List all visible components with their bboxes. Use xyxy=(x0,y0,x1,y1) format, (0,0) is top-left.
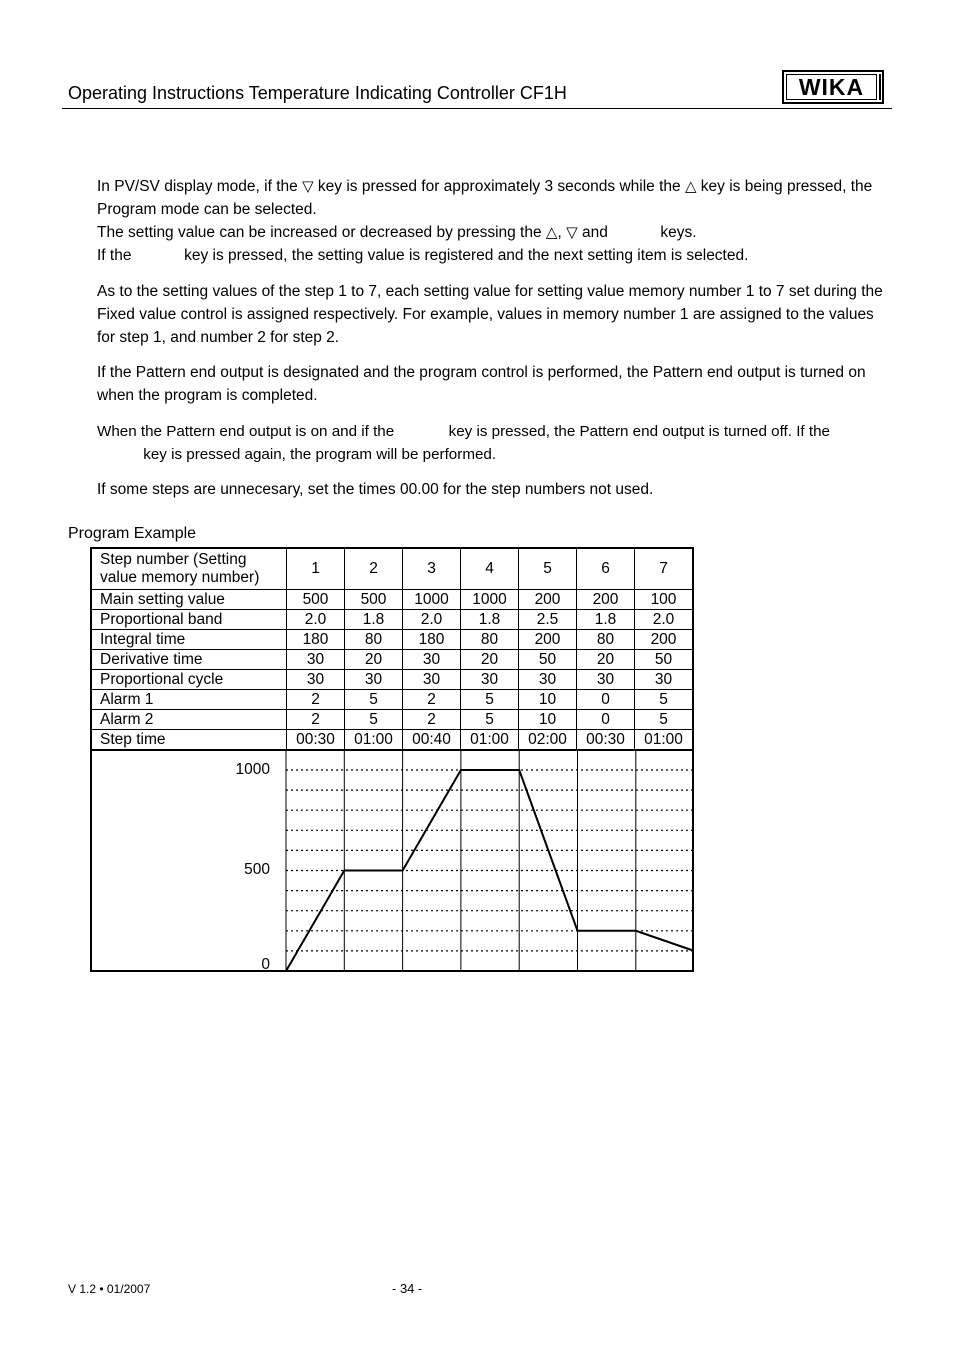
value-cell: 1.8 xyxy=(345,610,403,630)
program-example-label: Program Example xyxy=(68,525,197,542)
value-cell: 1000 xyxy=(461,590,519,610)
value-cell: 5 xyxy=(635,710,694,730)
table-row xyxy=(91,650,693,670)
program-chart-svg xyxy=(90,751,694,972)
value-cell: 20 xyxy=(345,650,403,670)
footer-page-number: - 34 - xyxy=(392,1281,423,1296)
program-chart xyxy=(90,751,694,972)
paragraph-step-values: As to the setting values of the step 1 to 7, each setting value for setting value memory number 1 to 7 set during the Fixed value control is assigned respectively. For example, values in memory number 1 are assigned to the values for step 1, and number 2 for step 2. xyxy=(97,283,883,346)
row-label-cell: Proportional band xyxy=(91,610,287,630)
table-row xyxy=(91,610,693,630)
header-label-cell xyxy=(91,548,287,590)
table-row xyxy=(91,730,693,751)
value-cell: 30 xyxy=(635,670,694,690)
value-cell: 5 xyxy=(461,710,519,730)
step-header-cell: 7 xyxy=(635,548,694,590)
row-label-cell: Alarm 2 xyxy=(91,710,287,730)
text: key is pressed, the setting value is registered and the next setting item is selected. xyxy=(179,247,749,264)
down-key-icon: ▽ xyxy=(302,177,314,195)
step-header-cell: 4 xyxy=(461,548,519,590)
value-cell: 5 xyxy=(345,710,403,730)
value-cell: 30 xyxy=(461,670,519,690)
table-header-row xyxy=(91,548,693,590)
value-cell: 2 xyxy=(287,690,345,710)
table-row xyxy=(91,630,693,650)
text: In PV/SV display mode, if the xyxy=(97,178,303,195)
table-row xyxy=(91,670,693,690)
value-cell: 30 xyxy=(287,650,345,670)
value-cell: 30 xyxy=(345,670,403,690)
value-cell: 2.0 xyxy=(287,610,345,630)
table-row xyxy=(91,710,693,730)
wika-logo xyxy=(782,70,884,104)
value-cell: 5 xyxy=(461,690,519,710)
program-example-table xyxy=(90,547,694,751)
value-cell: 50 xyxy=(635,650,694,670)
value-cell: 500 xyxy=(287,590,345,610)
paragraph-program-mode xyxy=(97,175,887,267)
step-header-cell: 5 xyxy=(519,548,577,590)
value-cell: 5 xyxy=(635,690,694,710)
footer-version: V 1.2 • 01/2007 xyxy=(68,1282,151,1296)
row-label-cell: Derivative time xyxy=(91,650,287,670)
step-header-cell: 1 xyxy=(287,548,345,590)
paragraph-pattern-end-off xyxy=(97,420,897,466)
value-cell: 80 xyxy=(461,630,519,650)
value-cell: 0 xyxy=(577,690,635,710)
value-cell: 80 xyxy=(345,630,403,650)
value-cell: 200 xyxy=(577,590,635,610)
value-cell: 180 xyxy=(403,630,461,650)
text: When the Pattern end output is on and if the xyxy=(97,423,399,440)
text: key is being pressed, the Program mode can be selected. xyxy=(97,178,873,218)
text: The setting value can be increased or decreased by pressing the xyxy=(97,224,546,241)
value-cell: 00:30 xyxy=(577,730,635,751)
y-tick-label: 500 xyxy=(244,861,270,878)
header-label-line: Step number (Setting xyxy=(100,551,247,568)
value-cell: 100 xyxy=(635,590,694,610)
page-header-title: Operating Instructions Temperature Indicating Controller CF1H xyxy=(68,83,567,103)
up-key-icon: △ xyxy=(684,177,697,195)
text: keys. xyxy=(656,224,697,241)
row-label-cell: Integral time xyxy=(91,630,287,650)
value-cell: 30 xyxy=(287,670,345,690)
value-cell: 0 xyxy=(577,710,635,730)
value-cell: 5 xyxy=(345,690,403,710)
value-cell: 2 xyxy=(403,710,461,730)
step-header-cell: 3 xyxy=(403,548,461,590)
value-cell: 80 xyxy=(577,630,635,650)
paragraph-unused-steps: If some steps are unnecesary, set the times 00.00 for the step numbers not used. xyxy=(97,481,654,498)
value-cell: 2 xyxy=(403,690,461,710)
text: If the xyxy=(97,247,136,264)
value-cell: 2.0 xyxy=(403,610,461,630)
up-key-icon: △ xyxy=(545,223,558,241)
value-cell: 20 xyxy=(577,650,635,670)
value-cell: 20 xyxy=(461,650,519,670)
value-cell: 200 xyxy=(519,590,577,610)
value-cell: 200 xyxy=(519,630,577,650)
value-cell: 10 xyxy=(519,690,577,710)
value-cell: 02:00 xyxy=(519,730,577,751)
value-cell: 2.5 xyxy=(519,610,577,630)
value-cell: 01:00 xyxy=(461,730,519,751)
table-row xyxy=(91,690,693,710)
text: key is pressed for approximately 3 seconds while the xyxy=(313,178,685,195)
down-key-icon: ▽ xyxy=(566,223,578,241)
table-row xyxy=(91,590,693,610)
value-cell: 180 xyxy=(287,630,345,650)
value-cell: 2.0 xyxy=(635,610,694,630)
value-cell: 200 xyxy=(635,630,694,650)
value-cell: 01:00 xyxy=(345,730,403,751)
value-cell: 01:00 xyxy=(635,730,694,751)
value-cell: 2 xyxy=(287,710,345,730)
paragraph-pattern-end: If the Pattern end output is designated and the program control is performed, the Pattern end output is turned on when the program is completed. xyxy=(97,364,866,404)
value-cell: 1000 xyxy=(403,590,461,610)
value-cell: 30 xyxy=(403,670,461,690)
text: key is pressed again, the program will be performed. xyxy=(139,446,497,463)
row-label-cell: Main setting value xyxy=(91,590,287,610)
row-label-cell: Alarm 1 xyxy=(91,690,287,710)
wika-logo-text: WIKA xyxy=(786,74,877,100)
wika-logo-bar xyxy=(879,74,881,100)
y-tick-label: 0 xyxy=(261,956,270,973)
step-header-cell: 6 xyxy=(577,548,635,590)
value-cell: 1.8 xyxy=(461,610,519,630)
header-divider xyxy=(62,108,892,109)
row-label-cell: Proportional cycle xyxy=(91,670,287,690)
text: key is pressed, the Pattern end output is turned off. If the xyxy=(444,423,830,440)
text: and xyxy=(577,224,613,241)
value-cell: 00:30 xyxy=(287,730,345,751)
header-label-line: value memory number) xyxy=(100,569,260,586)
value-cell: 30 xyxy=(403,650,461,670)
value-cell: 00:40 xyxy=(403,730,461,751)
y-tick-label: 1000 xyxy=(235,761,270,778)
value-cell: 30 xyxy=(577,670,635,690)
value-cell: 1.8 xyxy=(577,610,635,630)
value-cell: 30 xyxy=(519,670,577,690)
value-cell: 10 xyxy=(519,710,577,730)
value-cell: 50 xyxy=(519,650,577,670)
row-label-cell: Step time xyxy=(91,730,287,751)
step-header-cell: 2 xyxy=(345,548,403,590)
text: , xyxy=(557,224,567,241)
value-cell: 500 xyxy=(345,590,403,610)
